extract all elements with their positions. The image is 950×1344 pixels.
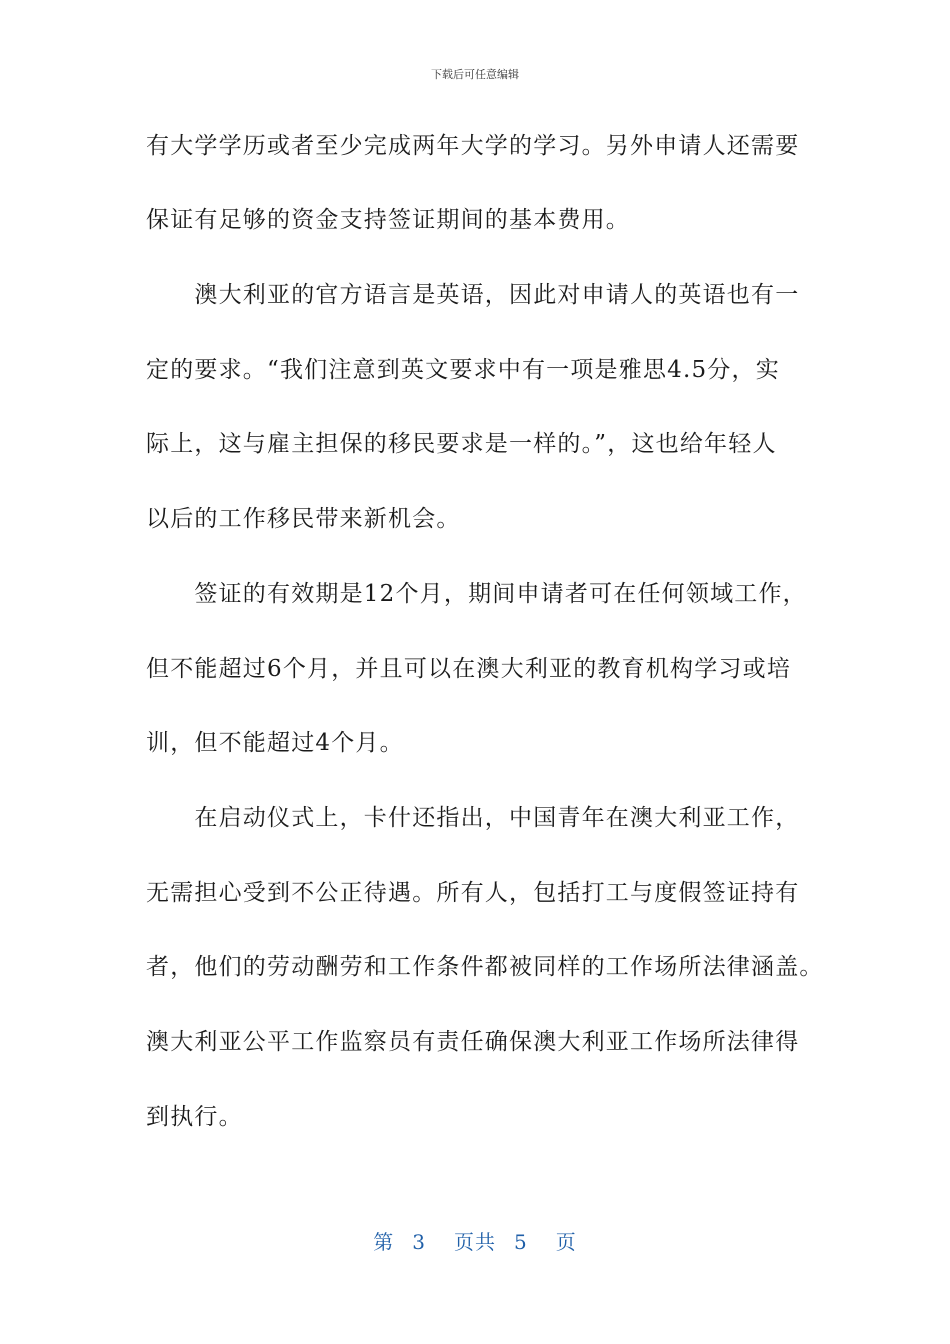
- page-header: 下载后可任意编辑: [431, 68, 519, 81]
- total-pages-number: 5: [514, 1230, 528, 1254]
- text-line: 在启动仪式上，卡什还指出，中国青年在澳大利亚工作，: [146, 805, 800, 831]
- text-line: 无需担心受到不公正待遇。所有人，包括打工与度假签证持有: [146, 880, 800, 906]
- text-line: 者，他们的劳动酬劳和工作条件都被同样的工作场所法律涵盖。: [146, 954, 824, 980]
- text-line: 训，但不能超过4个月。: [146, 730, 404, 756]
- text-line: 到执行。: [146, 1104, 243, 1130]
- text-line: 定的要求。“我们注意到英文要求中有一项是雅思4.5分，实: [146, 357, 780, 383]
- current-page-number: 3: [412, 1230, 426, 1254]
- page-prefix: 第: [373, 1230, 395, 1254]
- text-line: 有大学学历或者至少完成两年大学的学习。另外申请人还需要: [146, 133, 800, 159]
- text-line: 但不能超过6个月，并且可以在澳大利亚的教育机构学习或培: [146, 656, 792, 682]
- text-line: 际上，这与雇主担保的移民要求是一样的。”，这也给年轻人: [146, 431, 777, 457]
- page-number-footer: [0, 1226, 950, 1255]
- text-line: 澳大利亚公平工作监察员有责任确保澳大利亚工作场所法律得: [146, 1029, 800, 1055]
- text-line: 以后的工作移民带来新机会。: [146, 506, 461, 532]
- text-line: 签证的有效期是12个月，期间申请者可在任何领域工作，: [146, 581, 807, 607]
- text-line: 保证有足够的资金支持签证期间的基本费用。: [146, 207, 630, 233]
- text-line: 澳大利亚的官方语言是英语，因此对申请人的英语也有一: [146, 282, 800, 308]
- page-middle: 页共: [454, 1230, 496, 1254]
- page-suffix: 页: [555, 1230, 577, 1254]
